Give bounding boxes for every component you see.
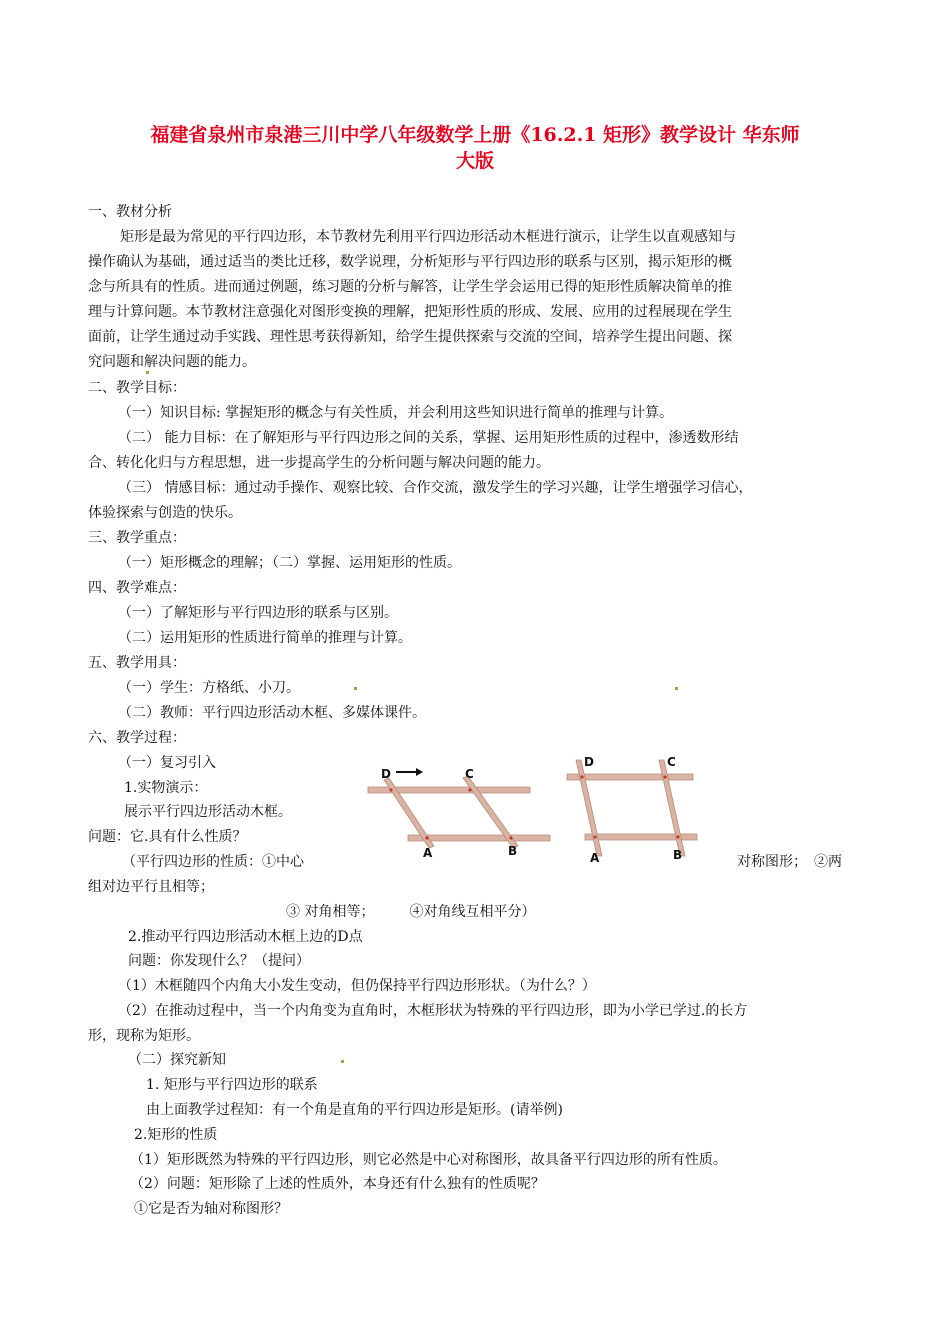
pivot-b bbox=[676, 835, 679, 838]
list-line: 形，现称为矩形。 bbox=[88, 1028, 200, 1044]
paragraph-line: 念与所具有的性质。进而通过例题，练习题的分析与解答，让学生学会运用已得的矩形性质解决简单的推 bbox=[88, 279, 732, 295]
section-heading: 三、教学重点： bbox=[88, 530, 186, 546]
list-line: （1）木框随四个内角大小发生变动，但仍保持平行四边形形状。（为什么？） bbox=[118, 978, 596, 994]
vertex-label-d: D bbox=[584, 755, 594, 769]
paragraph-line: 矩形是最为常见的平行四边形，本节教材先利用平行四边形活动木框进行演示，让学生以直观感知与 bbox=[120, 229, 736, 245]
vertex-label-a: A bbox=[590, 851, 600, 865]
list-line: 由上面教学过程知：有一个角是直角的平行四边形是矩形。(请举例) bbox=[146, 1102, 563, 1118]
list-line: 1. 矩形与平行四边形的联系 bbox=[146, 1077, 318, 1093]
goal-line: 体验探索与创造的快乐。 bbox=[88, 505, 242, 521]
answer-line: 组对边平行且相等； bbox=[88, 879, 214, 895]
list-line: 1.实物演示： bbox=[124, 780, 208, 796]
stray-dot bbox=[675, 687, 678, 690]
vertex-label-b: B bbox=[508, 844, 518, 858]
list-line: （2）在推动过程中，当一个内角变为直角时，木框形状为特殊的平行四边形，即为小学已学过.的长方 bbox=[118, 1003, 748, 1019]
list-line: （一）了解矩形与平行四边形的联系与区别。 bbox=[118, 605, 398, 621]
section-heading: 一、教材分析 bbox=[88, 204, 172, 220]
list-line: （二）运用矩形的性质进行简单的推理与计算。 bbox=[118, 630, 412, 646]
push-arrow-head bbox=[416, 768, 423, 776]
parallelogram-frame-figure bbox=[360, 760, 560, 870]
goal-line: 合、转化化归与方程思想，进一步提高学生的分析问题与解决问题的能力。 bbox=[88, 455, 550, 471]
pivot-a bbox=[593, 835, 596, 838]
goal-line: （二） 能力目标：在了解矩形与平行四边形之间的关系，掌握、运用矩形性质的过程中，渗透数形结 bbox=[118, 430, 739, 446]
pivot-c bbox=[663, 775, 666, 778]
section-heading: 四、教学难点： bbox=[88, 580, 186, 596]
doc-title-line2: 大版 bbox=[455, 150, 494, 172]
answer-line: 对称图形； ②两 bbox=[737, 854, 842, 870]
paragraph-line: 面前，让学生通过动手实践、理性思考获得新知，给学生提供探索与交流的空间，培养学生提出问题、探 bbox=[88, 329, 732, 345]
list-line: （一）学生：方格纸、小刀。 bbox=[118, 680, 300, 696]
list-line: 展示平行四边形活动木框。 bbox=[124, 804, 292, 820]
list-line: ①它是否为轴对称图形？ bbox=[134, 1201, 288, 1217]
pivot-d bbox=[389, 788, 392, 791]
stray-dot bbox=[146, 371, 149, 374]
vertex-label-b: B bbox=[673, 848, 683, 862]
pivot-c bbox=[468, 788, 471, 791]
pivot-d bbox=[580, 775, 583, 778]
stray-dot bbox=[354, 687, 357, 690]
list-line: （二）教师：平行四边形活动木框、多媒体课件。 bbox=[118, 705, 426, 721]
goal-line: （一）知识目标: 掌握矩形的概念与有关性质，并会利用这些知识进行简单的推理与计算。 bbox=[118, 405, 674, 421]
stray-dot bbox=[341, 1060, 344, 1063]
list-line: （2）问题：矩形除了上述的性质外，本身还有什么独有的性质呢？ bbox=[130, 1176, 545, 1192]
vertex-label-c: C bbox=[465, 767, 474, 781]
vertex-label-a: A bbox=[423, 846, 433, 860]
stick-top bbox=[567, 774, 693, 780]
doc-title-line1: 福建省泉州市泉港三川中学八年级数学上册《16.2.1 矩形》教学设计 华东师 bbox=[150, 124, 800, 146]
pivot-a bbox=[425, 836, 428, 839]
list-line: （一）矩形概念的理解；（二）掌握、运用矩形的性质。 bbox=[118, 555, 461, 571]
section-heading: 五、教学用具： bbox=[88, 655, 186, 671]
pivot-b bbox=[509, 836, 512, 839]
list-line: 2.矩形的性质 bbox=[134, 1127, 218, 1143]
subsection-heading: （二）探究新知 bbox=[128, 1052, 226, 1068]
subsection-heading: （一）复习引入 bbox=[118, 755, 216, 771]
paragraph-line: 操作确认为基础，通过适当的类比迁移，数学说理，分析矩形与平行四边形的联系与区别，揭示矩形的概 bbox=[88, 254, 732, 270]
wooden-sticks bbox=[368, 776, 550, 848]
paragraph-line: 理与计算问题。本节教材注意强化对图形变换的理解，把矩形性质的形成、发展、应用的过程展现在学生 bbox=[88, 304, 732, 320]
goal-line: （三） 情感目标：通过动手操作、观察比较、合作交流，激发学生的学习兴趣，让学生增强学习信心， bbox=[118, 480, 753, 496]
list-line: （1）矩形既然为特殊的平行四边形，则它必然是中心对称图形，故具备平行四边形的所有性质。 bbox=[130, 1152, 727, 1168]
paragraph-line: 究问题和解决问题的能力。 bbox=[88, 354, 256, 370]
wooden-sticks bbox=[567, 760, 697, 856]
rectangle-frame-figure bbox=[565, 752, 705, 870]
answer-line: （平行四边形的性质：①中心 bbox=[122, 854, 304, 870]
section-heading: 六、教学过程： bbox=[88, 730, 186, 746]
question-line: 问题：它.具有什么性质？ bbox=[88, 829, 247, 845]
vertex-label-d: D bbox=[381, 767, 391, 781]
vertex-label-c: C bbox=[667, 755, 676, 769]
section-heading: 二、教学目标： bbox=[88, 380, 186, 396]
answer-line: ③ 对角相等； ④对角线互相平分） bbox=[286, 904, 536, 920]
list-line: 2.推动平行四边形活动木框上边的D点 bbox=[128, 929, 363, 945]
question-line: 问题：你发现什么？（提问） bbox=[128, 953, 310, 969]
